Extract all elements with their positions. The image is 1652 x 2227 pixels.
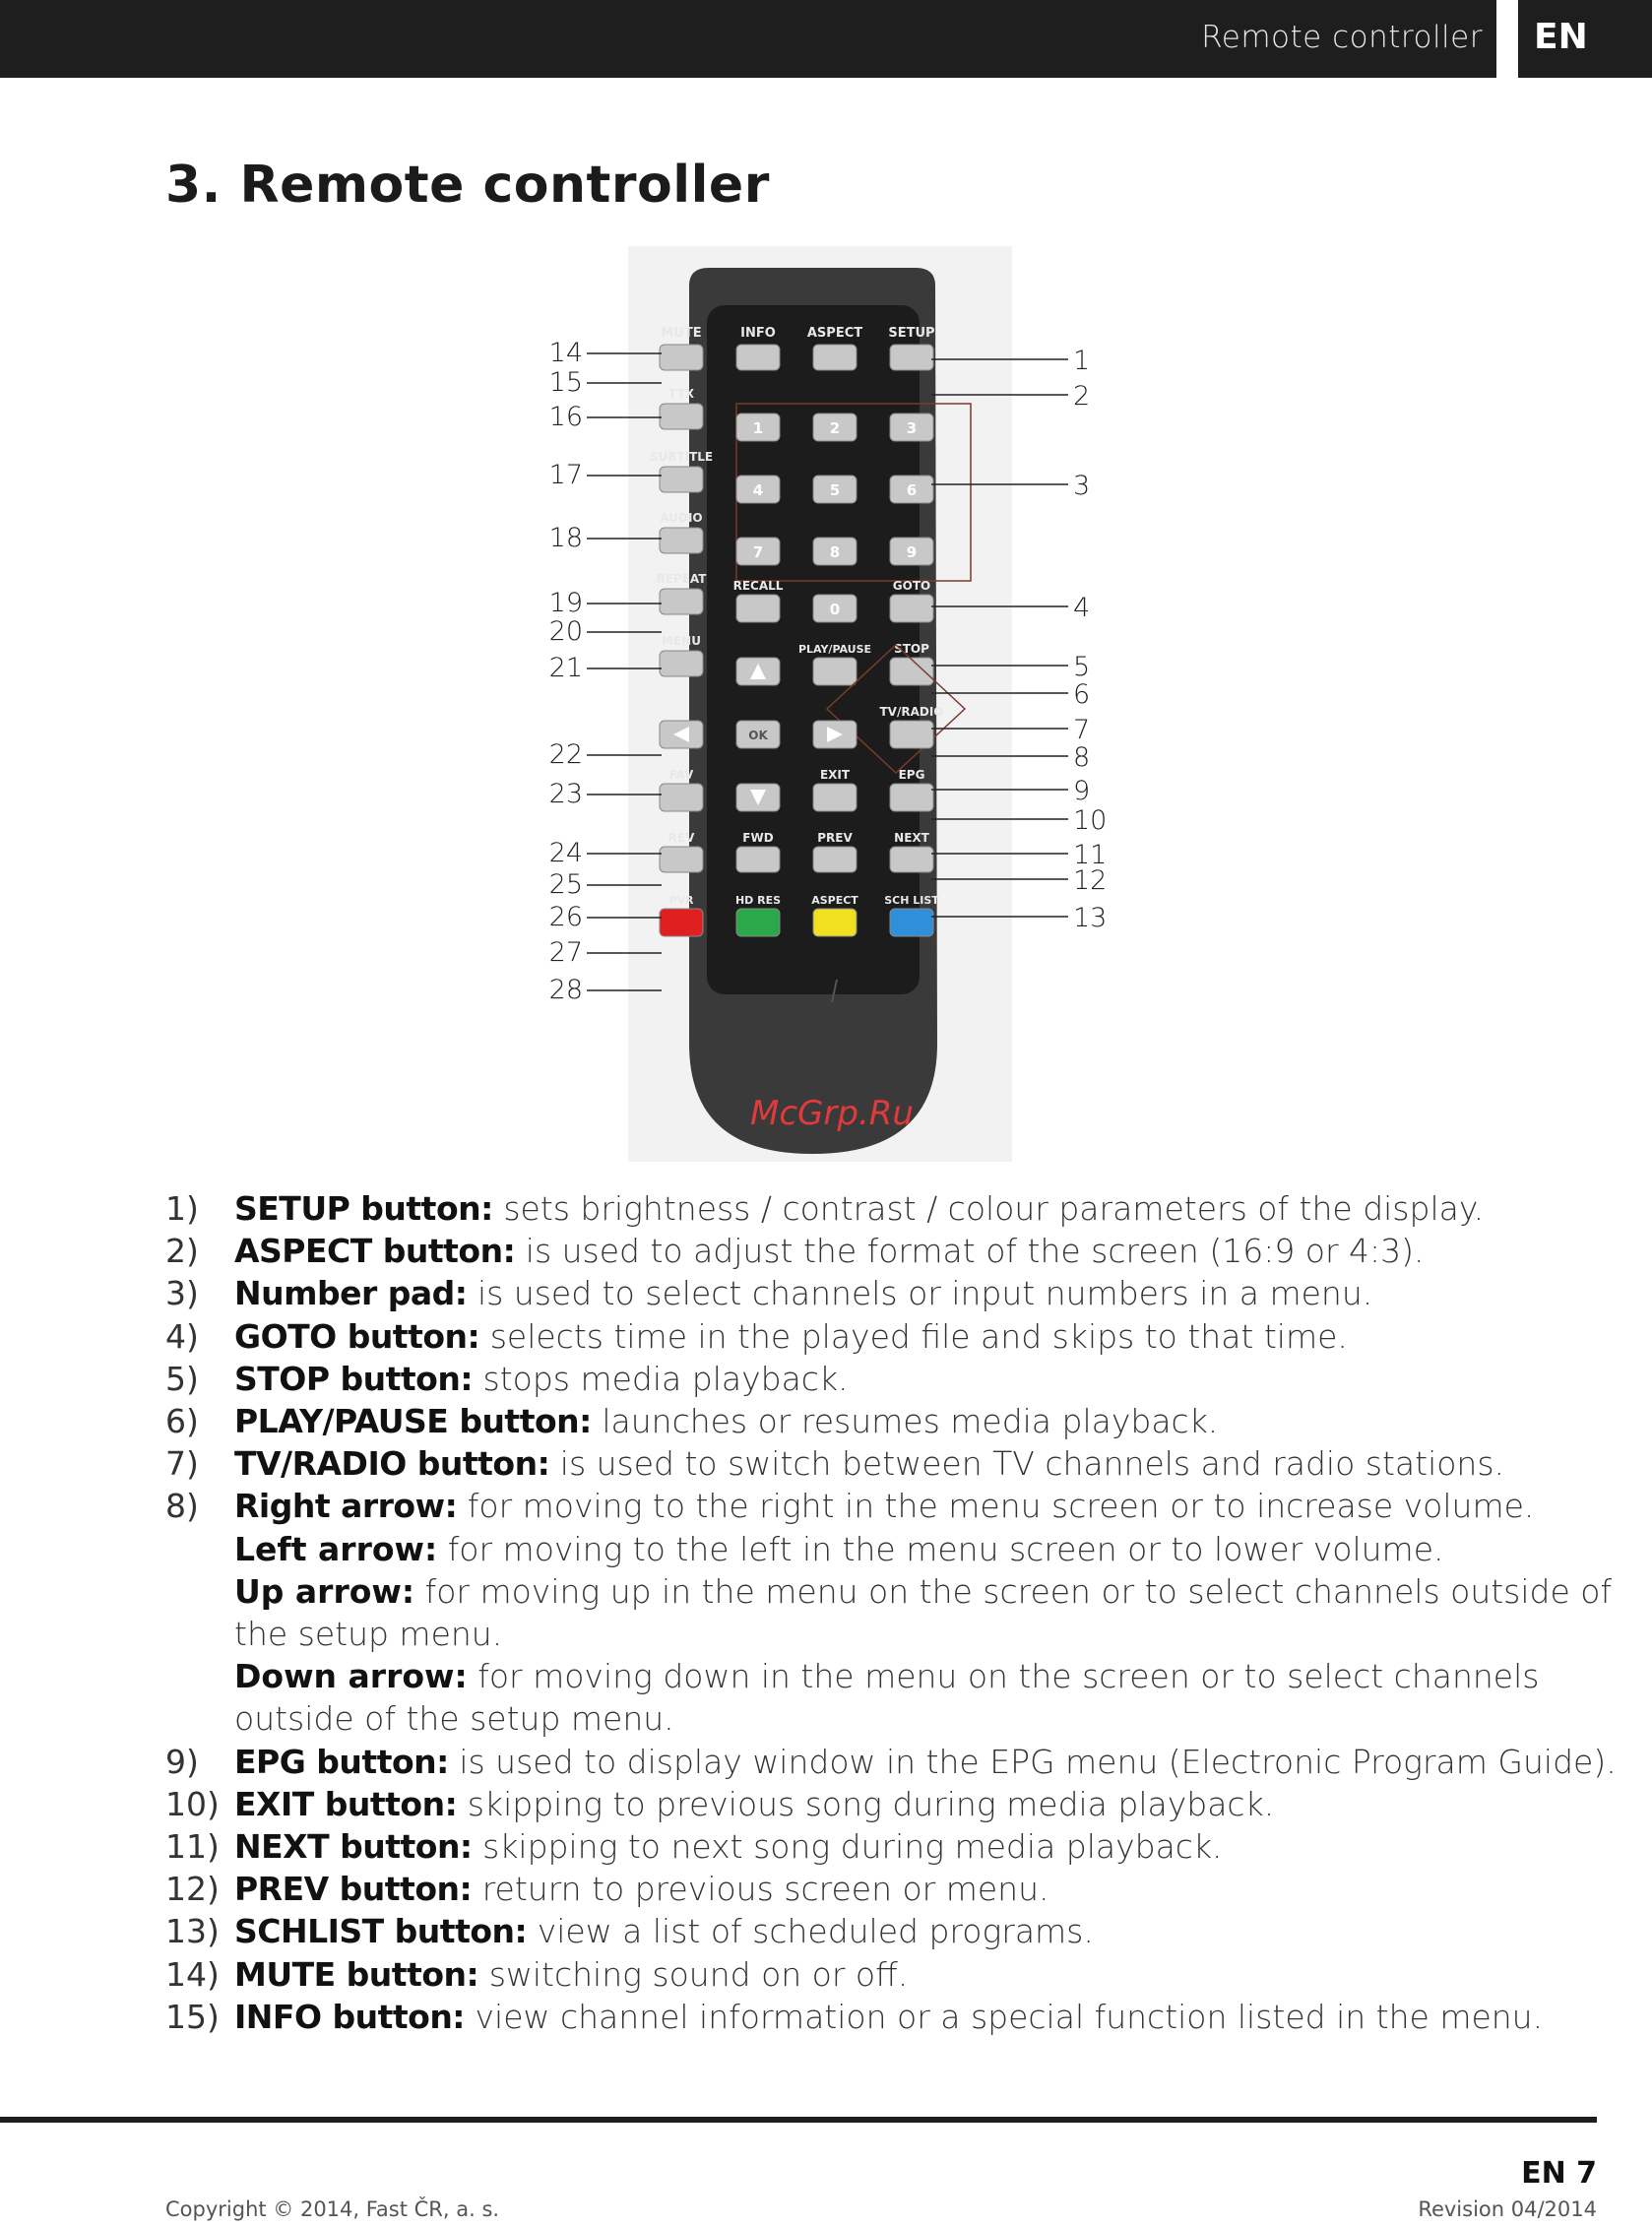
item-description: is used to select channels or input numbers in a menu.: [467, 1274, 1373, 1313]
item-term: Left arrow:: [234, 1529, 438, 1568]
revision: Revision 04/2014: [1418, 2197, 1597, 2221]
item-term: Down arrow:: [234, 1657, 468, 1696]
button-description-list: [165, 1187, 1617, 2038]
digit-label: 1: [752, 419, 764, 437]
item-description: for moving up in the menu on the screen or to select channels outside of: [414, 1571, 1613, 1611]
list-item: [165, 1315, 1544, 1358]
item-number: 15): [165, 1997, 220, 2036]
setup-button[interactable]: [890, 345, 933, 370]
item-description: view a list of scheduled programs.: [527, 1912, 1094, 1951]
item-term: Number pad:: [234, 1274, 468, 1313]
item-number: 8): [165, 1487, 199, 1526]
callout-number: 28: [548, 975, 583, 1005]
recall-button[interactable]: [736, 595, 780, 622]
item-description: return to previous screen or menu.: [472, 1870, 1049, 1909]
callout-number: 27: [548, 937, 583, 968]
list-item: [165, 1230, 1544, 1272]
item-term: Up arrow:: [234, 1571, 415, 1611]
item-description: launches or resumes media playback.: [591, 1402, 1219, 1441]
item-term: Right arrow:: [234, 1487, 458, 1526]
item-term: NEXT button:: [234, 1827, 473, 1867]
exit-button[interactable]: [813, 784, 857, 811]
list-item: [165, 1358, 1544, 1400]
button-label-exit: EXIT: [819, 768, 851, 782]
callout-number: 9: [1073, 776, 1091, 806]
item-term: TV/RADIO button:: [234, 1444, 550, 1484]
item-description: switching sound on or off.: [478, 1954, 909, 1994]
callout-number: 24: [548, 838, 583, 868]
menu-button[interactable]: [660, 651, 703, 676]
button-label-tv-radio: TV/RADIO: [879, 705, 944, 719]
item-number: 10): [165, 1784, 220, 1823]
button-label-setup: SETUP: [888, 326, 935, 341]
button-label-goto: GOTO: [892, 579, 931, 593]
pvr-button[interactable]: [660, 909, 703, 936]
audio-button[interactable]: [660, 528, 703, 553]
remote-diagram: [548, 246, 1108, 1162]
digit-label: 9: [906, 543, 918, 561]
button-label-rev: REV: [667, 831, 695, 845]
ttx-button[interactable]: [660, 404, 703, 429]
callout-number: 14: [548, 338, 583, 368]
button-label-audio: AUDIO: [660, 511, 703, 525]
tv-radio-button[interactable]: [890, 721, 933, 748]
item-description: stops media playback.: [473, 1359, 849, 1398]
language-label: EN: [1534, 17, 1588, 57]
button-label-aspect: ASPECT: [806, 326, 863, 341]
callout-number: 16: [548, 402, 583, 432]
item-description: is used to adjust the format of the screen (16:9 or 4:3).: [515, 1232, 1425, 1271]
button-label-mute: MUTE: [661, 326, 702, 341]
button-label-repeat: REPEAT: [656, 572, 707, 586]
item-description: is used to display window in the EPG menu (Electronic Program Guide).: [448, 1742, 1617, 1781]
item-number: 9): [165, 1742, 199, 1781]
page-title: 3. Remote controller: [165, 156, 770, 215]
list-item: [165, 1272, 1544, 1314]
mute-button[interactable]: [660, 345, 703, 370]
digit-label: 5: [829, 481, 841, 499]
list-item: [165, 1910, 1544, 1952]
ok-label: OK: [748, 729, 768, 742]
item-term: EPG button:: [234, 1742, 449, 1781]
digit-label: 3: [906, 419, 918, 437]
item-number: 3): [165, 1274, 199, 1313]
watermark: McGrp.Ru: [750, 1094, 914, 1133]
list-item: [165, 1868, 1544, 1910]
digit-label: 2: [829, 419, 841, 437]
goto-button[interactable]: [890, 595, 933, 622]
digit-label: 7: [752, 543, 764, 561]
item-term: SETUP button:: [234, 1189, 493, 1228]
callout-number: 1: [1073, 346, 1091, 376]
list-item: [165, 1187, 1544, 1230]
item-term: GOTO button:: [234, 1316, 480, 1356]
list-item: [165, 1996, 1544, 2038]
button-label-pvr: PVR: [668, 894, 694, 907]
button-label-hd-res: HD RES: [734, 894, 782, 907]
item-number: 4): [165, 1316, 199, 1356]
item-number: 6): [165, 1402, 199, 1441]
remote-figure: [548, 246, 1108, 1162]
callout-number: 20: [548, 616, 583, 647]
callout-number: 8: [1073, 742, 1091, 773]
item-term: ASPECT button:: [234, 1232, 516, 1271]
callout-number: 25: [548, 869, 583, 900]
callout-number: 5: [1073, 652, 1091, 682]
item-number: 1): [165, 1189, 199, 1228]
item-number: 13): [165, 1912, 220, 1951]
callout-number: 21: [548, 653, 583, 683]
callout-number: 11: [1073, 840, 1108, 870]
button-label-fav: FAV: [668, 768, 694, 782]
callout-number: 13: [1073, 903, 1108, 933]
header-section-title: Remote controller: [1201, 20, 1483, 55]
next-button[interactable]: [890, 847, 933, 872]
stop-button[interactable]: [890, 658, 933, 685]
prev-button[interactable]: [813, 847, 857, 872]
epg-button[interactable]: [890, 784, 933, 811]
button-label-sch-list: SCH LIST: [884, 894, 939, 907]
item-description: selects time in the played file and skips to that time.: [479, 1316, 1348, 1356]
rev-button[interactable]: [660, 847, 703, 872]
footer-rule: [0, 2117, 1597, 2123]
button-label-ttx: TTX: [668, 387, 694, 401]
button-label-stop: STOP: [894, 642, 929, 656]
item-number: 11): [165, 1827, 220, 1867]
list-item: [165, 1485, 1544, 1527]
header-bar: [0, 0, 1496, 78]
button-label-play-pause: PLAY/PAUSE: [797, 643, 872, 656]
callout-number: 3: [1073, 471, 1091, 501]
item-description: skipping to next song during media playback.: [472, 1827, 1223, 1867]
callout-number: 4: [1073, 593, 1091, 623]
item-number: 2): [165, 1232, 199, 1271]
digit-label: 6: [906, 481, 918, 499]
callout-number: 10: [1073, 805, 1108, 836]
play-pause-button[interactable]: [813, 658, 857, 685]
callout-number: 23: [548, 779, 583, 809]
item-term: PREV button:: [234, 1870, 473, 1909]
page-number: EN 7: [1521, 2156, 1597, 2191]
item-description: for moving to the left in the menu screen or to lower volume.: [437, 1529, 1444, 1568]
item-number: 5): [165, 1359, 199, 1398]
button-label-info: INFO: [740, 326, 776, 341]
item-number: 14): [165, 1954, 220, 1994]
callout-number: 17: [548, 460, 583, 490]
arrow-item: [165, 1528, 1544, 1570]
callout-number: 7: [1073, 715, 1091, 745]
list-item: [165, 1783, 1544, 1825]
item-number: 12): [165, 1870, 220, 1909]
digit-label: 8: [829, 543, 841, 561]
button-label-prev: PREV: [817, 831, 853, 845]
digit-label: 0: [829, 601, 841, 618]
list-item: [165, 1442, 1544, 1485]
item-term: EXIT button:: [234, 1784, 458, 1823]
aspect-button[interactable]: [813, 345, 857, 370]
item-number: 7): [165, 1444, 199, 1484]
item-description-continued: outside of the setup menu.: [234, 1699, 674, 1739]
button-label-next: NEXT: [894, 831, 929, 845]
callout-number: 22: [548, 739, 583, 770]
button-label-subtitle: SUBTITLE: [649, 450, 714, 464]
button-label-menu: MENU: [662, 634, 701, 648]
repeat-button[interactable]: [660, 589, 703, 614]
hd-res-button[interactable]: [736, 909, 780, 936]
item-description: is used to switch between TV channels and radio stations.: [549, 1444, 1505, 1484]
callout-number: 2: [1073, 381, 1091, 412]
callout-number: 15: [548, 367, 583, 398]
list-item: [165, 1825, 1544, 1868]
item-term: SCHLIST button:: [234, 1912, 528, 1951]
sch-list-button[interactable]: [890, 909, 933, 936]
digit-label: 4: [752, 481, 764, 499]
button-label-recall: RECALL: [732, 579, 784, 593]
copyright: Copyright © 2014, Fast ČR, a. s.: [165, 2197, 500, 2221]
item-term: PLAY/PAUSE button:: [234, 1402, 592, 1441]
callout-number: 18: [548, 523, 583, 553]
arrow-item: [165, 1570, 1613, 1613]
callout-number: 6: [1073, 679, 1091, 710]
info-button[interactable]: [736, 345, 780, 370]
item-term: STOP button:: [234, 1359, 474, 1398]
subtitle-button[interactable]: [660, 467, 703, 492]
button-label-fwd: FWD: [742, 831, 774, 845]
callout-number: 26: [548, 902, 583, 932]
fav-button[interactable]: [660, 784, 703, 811]
item-description: sets brightness / contrast / colour parameters of the display.: [492, 1189, 1485, 1228]
item-term: MUTE button:: [234, 1954, 479, 1994]
item-description-continued: the setup menu.: [234, 1615, 503, 1654]
fwd-button[interactable]: [736, 847, 780, 872]
item-description: skipping to previous song during media playback.: [457, 1784, 1275, 1823]
button-label-epg: EPG: [898, 768, 925, 782]
item-term: INFO button:: [234, 1997, 466, 2036]
arrow-item: [165, 1655, 1544, 1697]
callout-number: 12: [1073, 865, 1108, 896]
item-description: view channel information or a special function listed in the menu.: [465, 1997, 1544, 2036]
item-description: for moving down in the menu on the screen or to select channels: [467, 1657, 1540, 1696]
button-label-aspect: ASPECT: [811, 894, 858, 907]
language-badge: [1518, 0, 1652, 78]
aspect-button[interactable]: [813, 909, 857, 936]
list-item: [165, 1400, 1544, 1442]
callout-number: 19: [548, 588, 583, 618]
item-description: for moving to the right in the menu screen or to increase volume.: [457, 1487, 1535, 1526]
list-item: [165, 1741, 1617, 1783]
list-item: [165, 1953, 1544, 1996]
